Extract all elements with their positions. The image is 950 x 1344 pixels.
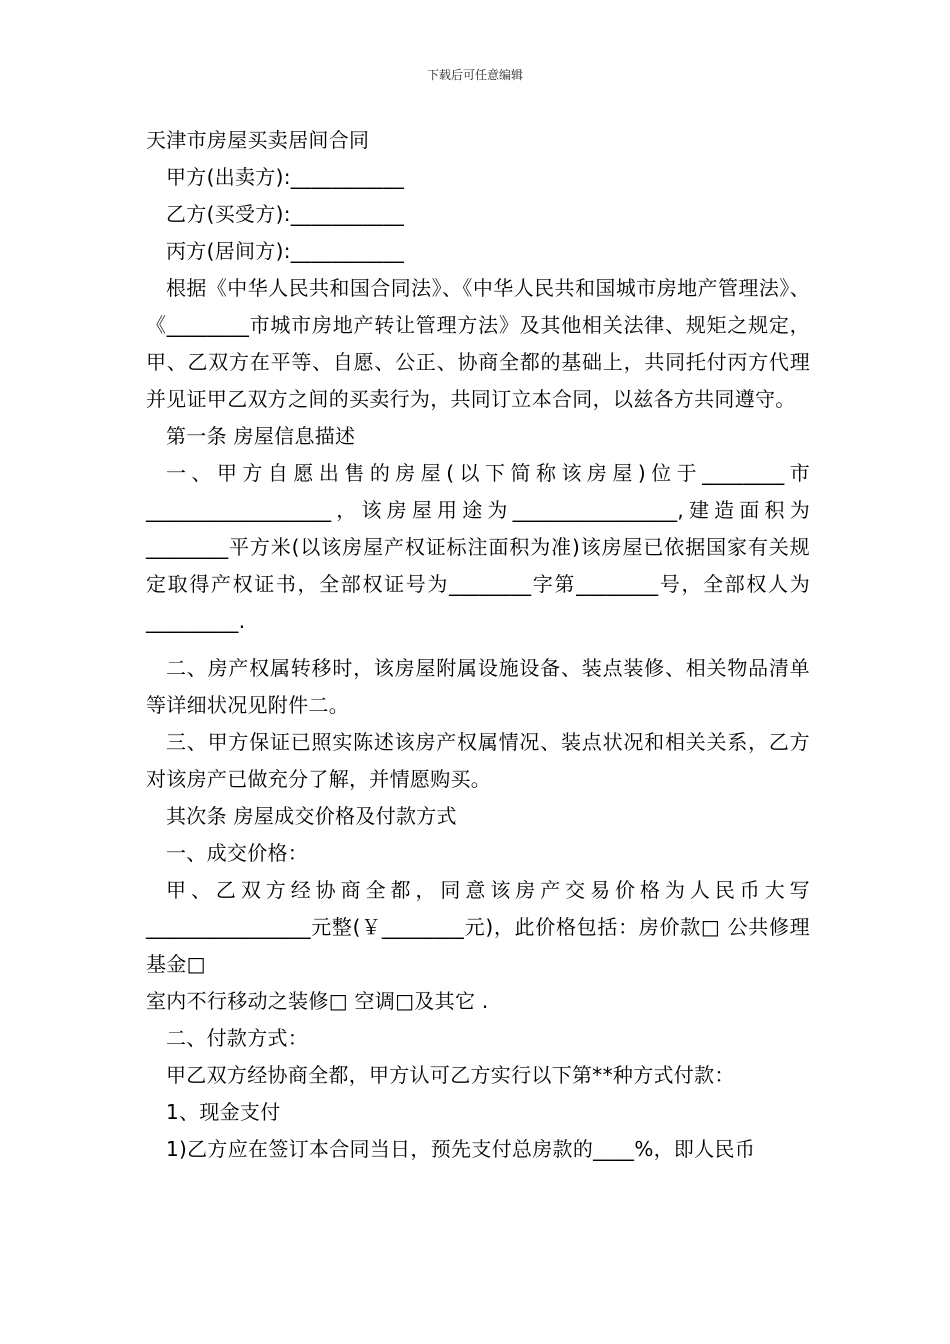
page-header-note: 下载后可任意编辑 — [426, 68, 523, 82]
price-paragraph-continued: 室内不行移动之装修□ 空调□及其它 . — [146, 989, 489, 1013]
payment-heading: 二、付款方式： — [166, 1026, 309, 1050]
price-paragraph: 甲、乙双方经协商全都，同意该房产交易价格为人民币大写________________元整(￥________元)，此价格包括：房价款□ 公共修理基金□ — [146, 878, 810, 976]
price-heading: 一、成交价格： — [166, 841, 309, 865]
cash-payment-heading: 1、现金支付 — [166, 1100, 281, 1124]
party-a-line: 甲方(出卖方):___________ — [166, 165, 405, 189]
payment-paragraph: 甲乙双方经协商全都，甲方认可乙方实行以下第**种方式付款： — [166, 1063, 735, 1087]
party-c-line: 丙方(居间方):___________ — [166, 239, 405, 263]
article-2-title: 其次条 房屋成交价格及付款方式 — [166, 804, 457, 828]
article-1-item-1: 一、甲方自愿出售的房屋(以下简称该房屋)位于________市__________________，该房屋用途为________________,建造面积为________平方米(以该房屋产权证标注面积为准)该房屋已依据国家有关规定取得产权证书，全部权证号为________字第________号，全部权人为_________. — [146, 461, 810, 633]
intro-paragraph: 根据《中华人民共和国合同法》、《中华人民共和国城市房地产管理法》、《________市城市房地产转让管理方法》及其他相关法律、规矩之规定，甲、乙双方在平等、自愿、公正、协商全都的基础上，共同托付丙方代理并见证甲乙双方之间的买卖行为，共同订立本合同，以兹各方共同遵守。 — [146, 276, 810, 411]
article-1-item-3: 三、甲方保证已照实陈述该房产权属情况、装点状况和相关关系，乙方对该房产已做充分了解，并情愿购买。 — [146, 730, 810, 791]
article-1-title: 第一条 房屋信息描述 — [166, 424, 356, 448]
contract-title: 天津市房屋买卖居间合同 — [146, 128, 370, 152]
cash-payment-item-1: 1)乙方应在签订本合同当日，预先支付总房款的____%，即人民币 — [166, 1137, 756, 1161]
contract-document — [146, 122, 810, 1168]
party-b-line: 乙方(买受方):___________ — [166, 202, 405, 226]
article-1-item-2: 二、房产权属转移时，该房屋附属设施设备、装点装修、相关物品清单等详细状况见附件二。 — [146, 656, 810, 717]
